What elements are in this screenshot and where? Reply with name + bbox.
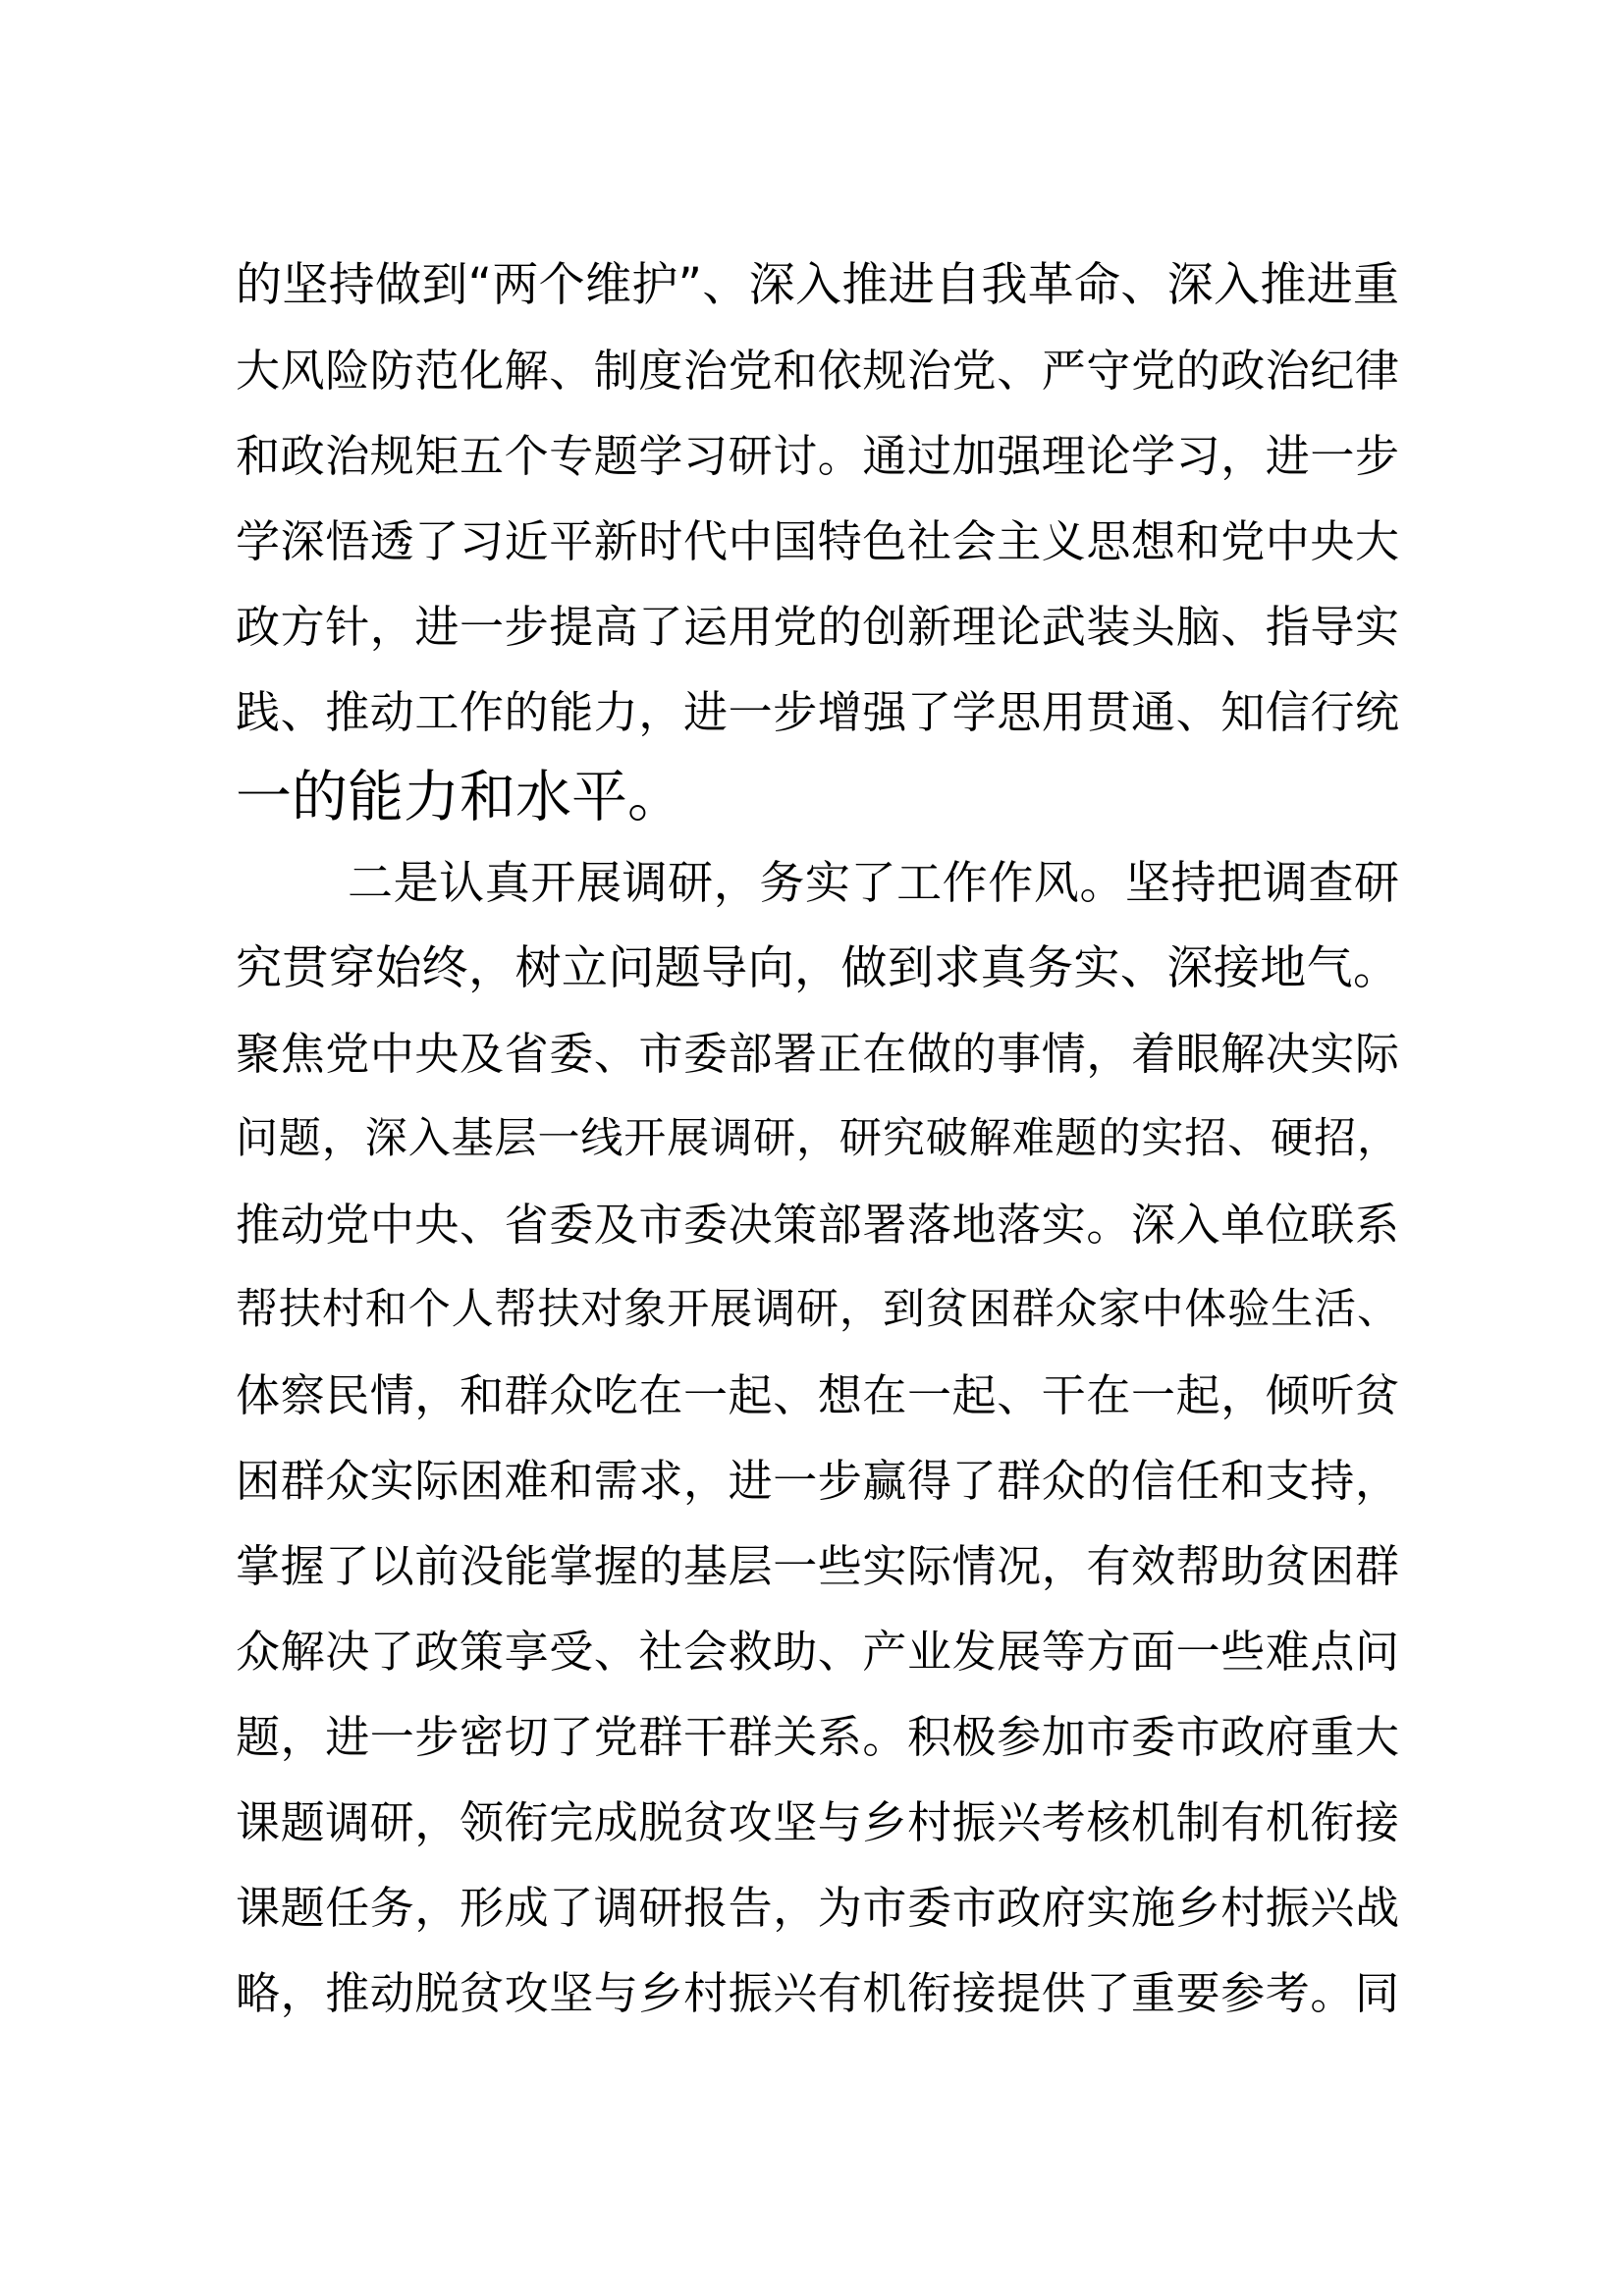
text-line: 困群众实际困难和需求，进一步赢得了群众的信任和支持， — [236, 1455, 1399, 1507]
text-line: 学深悟透了习近平新时代中国特色社会主义思想和党中央大 — [236, 515, 1399, 567]
paragraph-2 — [236, 840, 1399, 2036]
text-line: 课题调研，领衔完成脱贫攻坚与乡村振兴考核机制有机衔接 — [236, 1796, 1399, 1848]
text-line: 和政治规矩五个专题学习研讨。通过加强理论学习，进一步 — [236, 430, 1399, 482]
text-line: 题，进一步密切了党群干群关系。积极参加市委市政府重大 — [236, 1711, 1399, 1763]
text-line: 问题，深入基层一线开展调研，研究破解难题的实招、硬招， — [236, 1114, 1399, 1163]
text-line: 掌握了以前没能掌握的基层一些实际情况，有效帮助贫困群 — [236, 1540, 1399, 1592]
text-line: 略，推动脱贫攻坚与乡村振兴有机衔接提供了重要参考。同 — [236, 1967, 1399, 2019]
text-line: 众解决了政策享受、社会救助、产业发展等方面一些难点问 — [236, 1626, 1399, 1678]
text-line: 帮扶村和个人帮扶对象开展调研，到贫困群众家中体验生活、 — [236, 1285, 1399, 1334]
text-line: 二是认真开展调研，务实了工作作风。坚持把调查研 — [348, 856, 1399, 909]
text-line: 课题任务，形成了调研报告，为市委市政府实施乡村振兴战 — [236, 1882, 1399, 1934]
text-line: 聚焦党中央及省委、市委部署正在做的事情，着眼解决实际 — [236, 1028, 1399, 1080]
text-line: 体察民情，和群众吃在一起、想在一起、干在一起，倾听贫 — [236, 1369, 1399, 1421]
text-line: 一的能力和水平。 — [236, 765, 683, 829]
text-line: 推动党中央、省委及市委决策部署落地落实。深入单位联系 — [236, 1199, 1399, 1251]
text-line: 政方针，进一步提高了运用党的创新理论武装头脑、指导实 — [236, 601, 1399, 653]
text-line: 践、推动工作的能力，进一步增强了学思用贯通、知信行统 — [236, 686, 1399, 738]
text-line: 的坚持做到“两个维护”、深入推进自我革命、深入推进重 — [236, 258, 1399, 312]
document-page — [236, 242, 1399, 2036]
text-line: 究贯穿始终，树立问题导向，做到求真务实、深接地气。 — [236, 941, 1399, 995]
paragraph-1 — [236, 242, 1399, 840]
text-line: 大风险防范化解、制度治党和依规治党、严守党的政治纪律 — [236, 345, 1399, 397]
